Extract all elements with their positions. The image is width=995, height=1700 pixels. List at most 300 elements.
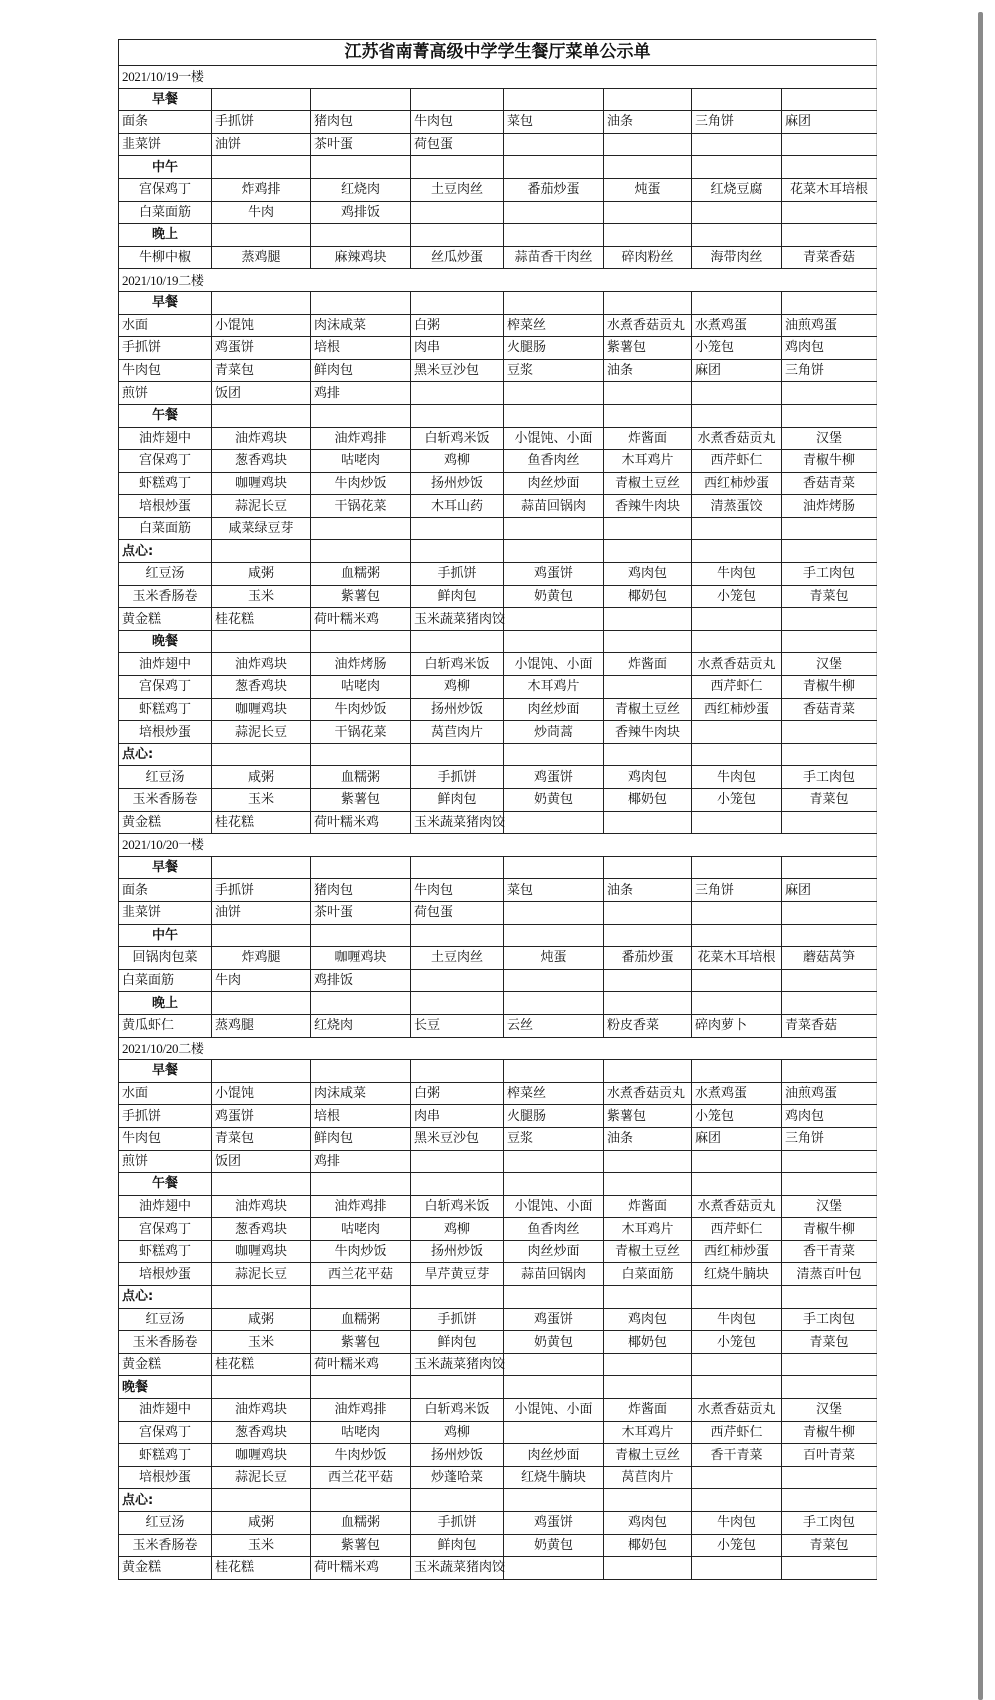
dish-cell: 青椒土豆丝 [604,472,692,495]
dish-cell: 水煮香菇贡丸 [692,653,782,676]
empty-cell [504,1489,604,1512]
empty-cell [311,224,411,247]
dish-cell: 荷叶糯米鸡 [311,1557,411,1580]
dish-cell: 扬州炒饭 [411,698,504,721]
dish-cell: 水面 [119,314,212,337]
dish-cell: 荷叶糯米鸡 [311,1353,411,1376]
dish-cell: 油炸烤肠 [782,495,877,518]
menu-row [119,472,877,495]
dish-cell: 清蒸百叶包 [782,1263,877,1286]
dish-cell: 汉堡 [782,427,877,450]
empty-cell [504,630,604,653]
dish-cell: 麻辣鸡块 [311,246,411,269]
dish-cell: 油炸烤肠 [311,653,411,676]
menu-row [119,721,877,744]
dish-cell: 豆浆 [504,1127,604,1150]
empty-cell [504,540,604,563]
empty-cell [782,608,877,631]
dish-cell: 饭团 [212,382,311,405]
dish-cell: 白粥 [411,314,504,337]
menu-row [119,879,877,902]
empty-cell [692,133,782,156]
meal-header-row [119,743,877,766]
meal-header-row [119,156,877,179]
dish-cell: 手抓饼 [212,111,311,134]
dish-cell: 玉米蔬菜猪肉饺 [411,811,504,834]
empty-cell [311,517,411,540]
empty-cell [504,517,604,540]
dish-cell: 手抓饼 [119,1105,212,1128]
empty-cell [604,924,692,947]
meal-label: 晚餐 [119,1376,212,1399]
empty-cell [504,992,604,1015]
dish-cell: 干锅花菜 [311,721,411,744]
dish-cell: 椰奶包 [604,585,692,608]
dish-cell: 牛肉包 [692,1308,782,1331]
dish-cell: 火腿肠 [504,337,604,360]
dish-cell: 青椒牛柳 [782,1218,877,1241]
dish-cell: 红烧豆腐 [692,178,782,201]
dish-cell: 水煮香菇贡丸 [692,427,782,450]
dish-cell: 清蒸蛋饺 [692,495,782,518]
meal-header-row [119,856,877,879]
empty-cell [604,743,692,766]
empty-cell [311,743,411,766]
dish-cell: 手抓饼 [411,1512,504,1535]
dish-cell: 鸡排饭 [311,969,411,992]
menu-row [119,1014,877,1037]
menu-row [119,178,877,201]
dish-cell: 木耳鸡片 [504,676,604,699]
dish-cell: 血糯粥 [311,563,411,586]
dish-cell: 荷包蛋 [411,133,504,156]
dish-cell: 紫薯包 [311,1331,411,1354]
dish-cell: 牛肉包 [692,1512,782,1535]
dish-cell: 桂花糕 [212,1353,311,1376]
dish-cell: 粉皮香菜 [604,1014,692,1037]
empty-cell [212,1489,311,1512]
empty-cell [692,608,782,631]
empty-cell [504,1060,604,1083]
dish-cell: 麻团 [692,359,782,382]
empty-cell [692,1286,782,1309]
empty-cell [411,224,504,247]
dish-cell: 炖蛋 [604,178,692,201]
empty-cell [604,201,692,224]
menu-row [119,1105,877,1128]
dish-cell: 丝瓜炒蛋 [411,246,504,269]
empty-cell [692,382,782,405]
menu-row [119,1466,877,1489]
dish-cell: 油条 [604,359,692,382]
empty-cell [604,608,692,631]
dish-cell: 西芹虾仁 [692,1218,782,1241]
dish-cell: 蒜泥长豆 [212,721,311,744]
dish-cell: 小笼包 [692,1534,782,1557]
empty-cell [411,1150,504,1173]
empty-cell [782,1173,877,1196]
dish-cell: 油煎鸡蛋 [782,1082,877,1105]
dish-cell: 白菜面筋 [604,1263,692,1286]
dish-cell: 海带肉丝 [692,246,782,269]
dish-cell: 西红柿炒蛋 [692,1240,782,1263]
dish-cell: 饭团 [212,1150,311,1173]
empty-cell [311,88,411,111]
dish-cell: 百叶青菜 [782,1444,877,1467]
empty-cell [604,156,692,179]
dish-cell: 煎饼 [119,1150,212,1173]
meal-label: 早餐 [119,1060,212,1083]
dish-cell: 蒜苗回锅肉 [504,495,604,518]
menu-row [119,495,877,518]
dish-cell: 咸粥 [212,1308,311,1331]
dish-cell: 青菜包 [782,585,877,608]
menu-row [119,246,877,269]
empty-cell [604,901,692,924]
dish-cell: 红豆汤 [119,563,212,586]
dish-cell: 宫保鸡丁 [119,1421,212,1444]
empty-cell [504,743,604,766]
dish-cell: 菜包 [504,879,604,902]
empty-cell [782,969,877,992]
empty-cell [604,291,692,314]
meal-header-row [119,1489,877,1512]
dish-cell: 虾糕鸡丁 [119,698,212,721]
dish-cell: 油炸鸡排 [311,1399,411,1422]
menu-row [119,1512,877,1535]
dish-cell: 小笼包 [692,1331,782,1354]
dish-cell: 土豆肉丝 [411,178,504,201]
dish-cell: 玉米香肠卷 [119,1534,212,1557]
dish-cell: 鸡蛋饼 [504,563,604,586]
empty-cell [212,1060,311,1083]
dish-cell: 奶黄包 [504,789,604,812]
meal-label: 中午 [119,156,212,179]
empty-cell [212,1376,311,1399]
dish-cell: 香菇青菜 [782,472,877,495]
dish-cell: 榨菜丝 [504,314,604,337]
dish-cell: 牛肉包 [119,359,212,382]
empty-cell [411,88,504,111]
menu-row [119,947,877,970]
meal-label: 点心: [119,743,212,766]
dish-cell: 椰奶包 [604,1331,692,1354]
dish-cell: 蒜泥长豆 [212,1466,311,1489]
dish-cell: 扬州炒饭 [411,1240,504,1263]
empty-cell [411,156,504,179]
dish-cell: 牛肉 [212,969,311,992]
dish-cell: 玉米 [212,585,311,608]
dish-cell: 碎肉萝卜 [692,1014,782,1037]
meal-label: 晚餐 [119,630,212,653]
dish-cell: 油条 [604,1127,692,1150]
meal-label: 早餐 [119,88,212,111]
empty-cell [504,811,604,834]
dish-cell: 咸粥 [212,563,311,586]
empty-cell [311,924,411,947]
empty-cell [311,1376,411,1399]
dish-cell: 培根 [311,1105,411,1128]
dish-cell: 咖喱鸡块 [212,1444,311,1467]
dish-cell: 鸡排 [311,382,411,405]
menu-row [119,789,877,812]
empty-cell [504,969,604,992]
dish-cell: 白菜面筋 [119,969,212,992]
empty-cell [604,1557,692,1580]
empty-cell [782,382,877,405]
empty-cell [604,1150,692,1173]
dish-cell: 扬州炒饭 [411,1444,504,1467]
dish-cell: 咖喱鸡块 [311,947,411,970]
empty-cell [692,540,782,563]
dish-cell: 红豆汤 [119,766,212,789]
empty-cell [411,382,504,405]
dish-cell: 三角饼 [692,111,782,134]
dish-cell: 葱香鸡块 [212,1421,311,1444]
dish-cell: 咕咾肉 [311,450,411,473]
menu-row [119,1534,877,1557]
section-date: 2021/10/19二楼 [119,269,877,292]
meal-header-row [119,630,877,653]
dish-cell: 水煮香菇贡丸 [692,1195,782,1218]
vertical-scrollbar[interactable] [978,12,983,1700]
empty-cell [604,382,692,405]
dish-cell: 葱香鸡块 [212,676,311,699]
dish-cell: 炸酱面 [604,653,692,676]
section-date-row [119,269,877,292]
dish-cell: 蒜泥长豆 [212,495,311,518]
empty-cell [212,1286,311,1309]
dish-cell: 回锅肉包菜 [119,947,212,970]
dish-cell: 香干青菜 [782,1240,877,1263]
dish-cell: 玉米 [212,1534,311,1557]
dish-cell: 番茄炒蛋 [604,947,692,970]
dish-cell: 黄金糕 [119,1353,212,1376]
dish-cell: 油炸翅中 [119,427,212,450]
dish-cell: 鸡排 [311,1150,411,1173]
empty-cell [411,291,504,314]
dish-cell: 蒜泥长豆 [212,1263,311,1286]
dish-cell: 菜包 [504,111,604,134]
dish-cell: 手抓饼 [411,563,504,586]
menu-row [119,450,877,473]
empty-cell [212,540,311,563]
dish-cell: 面条 [119,879,212,902]
menu-row [119,1308,877,1331]
empty-cell [604,992,692,1015]
dish-cell: 油炸翅中 [119,1195,212,1218]
dish-cell: 培根炒蛋 [119,1466,212,1489]
menu-row [119,1127,877,1150]
empty-cell [692,1173,782,1196]
dish-cell: 手工肉包 [782,1512,877,1535]
dish-cell: 玉米蔬菜猪肉饺 [411,1557,504,1580]
dish-cell: 豆浆 [504,359,604,382]
empty-cell [311,856,411,879]
empty-cell [604,1376,692,1399]
dish-cell: 咖喱鸡块 [212,1240,311,1263]
menu-row [119,337,877,360]
dish-cell: 桂花糕 [212,608,311,631]
empty-cell [311,992,411,1015]
dish-cell: 红烧肉 [311,1014,411,1037]
empty-cell [212,743,311,766]
empty-cell [212,992,311,1015]
menu-row [119,1399,877,1422]
empty-cell [411,1173,504,1196]
dish-cell: 汉堡 [782,1399,877,1422]
menu-row [119,563,877,586]
empty-cell [411,1376,504,1399]
dish-cell: 三角饼 [782,359,877,382]
dish-cell: 小馄饨 [212,1082,311,1105]
meal-label: 晚上 [119,224,212,247]
empty-cell [411,201,504,224]
dish-cell: 培根炒蛋 [119,721,212,744]
dish-cell: 白斩鸡米饭 [411,653,504,676]
dish-cell: 油条 [604,111,692,134]
dish-cell: 黄瓜虾仁 [119,1014,212,1037]
dish-cell: 鲜肉包 [411,1534,504,1557]
dish-cell: 鸡蛋饼 [212,1105,311,1128]
empty-cell [411,517,504,540]
dish-cell: 青菜包 [212,359,311,382]
meal-header-row [119,992,877,1015]
page-title: 江苏省南菁高级中学学生餐厅菜单公示单 [119,40,877,66]
dish-cell: 牛肉炒饭 [311,1240,411,1263]
meal-label: 中午 [119,924,212,947]
dish-cell: 鸡肉包 [604,1512,692,1535]
dish-cell: 宫保鸡丁 [119,450,212,473]
dish-cell: 牛肉炒饭 [311,698,411,721]
dish-cell: 鸡肉包 [604,563,692,586]
empty-cell [692,901,782,924]
dish-cell: 油饼 [212,133,311,156]
empty-cell [504,1376,604,1399]
dish-cell: 荷包蛋 [411,901,504,924]
dish-cell: 西芹虾仁 [692,676,782,699]
empty-cell [411,1489,504,1512]
empty-cell [504,856,604,879]
empty-cell [311,540,411,563]
empty-cell [212,630,311,653]
menu-row [119,1331,877,1354]
menu-row [119,1195,877,1218]
dish-cell: 桂花糕 [212,811,311,834]
dish-cell: 煎饼 [119,382,212,405]
menu-row [119,427,877,450]
empty-cell [604,1286,692,1309]
dish-cell: 鸡肉包 [604,1308,692,1331]
menu-row [119,1240,877,1263]
dish-cell: 花菜木耳培根 [692,947,782,970]
dish-cell: 小馄饨、小面 [504,427,604,450]
empty-cell [692,992,782,1015]
empty-cell [692,201,782,224]
empty-cell [692,1150,782,1173]
dish-cell: 鸡蛋饼 [504,766,604,789]
dish-cell: 手抓饼 [411,1308,504,1331]
dish-cell: 鸡柳 [411,1218,504,1241]
dish-cell: 火腿肠 [504,1105,604,1128]
dish-cell: 鸡排饭 [311,201,411,224]
empty-cell [692,924,782,947]
dish-cell: 鲜肉包 [411,1331,504,1354]
meal-header-row [119,924,877,947]
empty-cell [212,88,311,111]
empty-cell [504,404,604,427]
dish-cell: 番茄炒蛋 [504,178,604,201]
dish-cell: 咸菜绿豆芽 [212,517,311,540]
dish-cell: 炸酱面 [604,1195,692,1218]
dish-cell: 小笼包 [692,585,782,608]
menu-row [119,517,877,540]
dish-cell: 肉沫咸菜 [311,314,411,337]
dish-cell: 木耳山药 [411,495,504,518]
empty-cell [692,224,782,247]
dish-cell: 玉米香肠卷 [119,1331,212,1354]
dish-cell: 炖蛋 [504,947,604,970]
menu-row [119,382,877,405]
empty-cell [411,856,504,879]
dish-cell: 麻团 [692,1127,782,1150]
dish-cell: 紫薯包 [311,1534,411,1557]
empty-cell [782,743,877,766]
menu-sheet [118,39,876,1580]
dish-cell: 红豆汤 [119,1512,212,1535]
dish-cell: 炒茼蒿 [504,721,604,744]
dish-cell: 油炸鸡块 [212,1195,311,1218]
dish-cell: 葱香鸡块 [212,450,311,473]
dish-cell: 红烧牛腩块 [504,1466,604,1489]
dish-cell: 牛肉包 [692,563,782,586]
meal-header-row [119,1376,877,1399]
dish-cell: 小笼包 [692,337,782,360]
dish-cell: 水面 [119,1082,212,1105]
dish-cell: 肉丝炒面 [504,1444,604,1467]
dish-cell: 咕咾肉 [311,1218,411,1241]
empty-cell [782,517,877,540]
empty-cell [504,291,604,314]
empty-cell [692,1376,782,1399]
dish-cell: 紫薯包 [311,585,411,608]
empty-cell [782,156,877,179]
menu-row [119,1421,877,1444]
dish-cell: 牛肉 [212,201,311,224]
dish-cell: 面条 [119,111,212,134]
empty-cell [692,517,782,540]
dish-cell: 炸酱面 [604,427,692,450]
menu-row [119,585,877,608]
menu-row [119,608,877,631]
dish-cell: 花菜木耳培根 [782,178,877,201]
dish-cell: 白斩鸡米饭 [411,1195,504,1218]
empty-cell [782,224,877,247]
dish-cell: 麻团 [782,879,877,902]
empty-cell [782,1286,877,1309]
dish-cell: 椰奶包 [604,1534,692,1557]
empty-cell [604,540,692,563]
dish-cell: 碎肉粉丝 [604,246,692,269]
empty-cell [604,88,692,111]
dish-cell: 西芹虾仁 [692,450,782,473]
dish-cell: 鸡柳 [411,1421,504,1444]
dish-cell: 油饼 [212,901,311,924]
dish-cell: 西红柿炒蛋 [692,472,782,495]
dish-cell: 蒜苗香干肉丝 [504,246,604,269]
empty-cell [311,1173,411,1196]
empty-cell [782,901,877,924]
